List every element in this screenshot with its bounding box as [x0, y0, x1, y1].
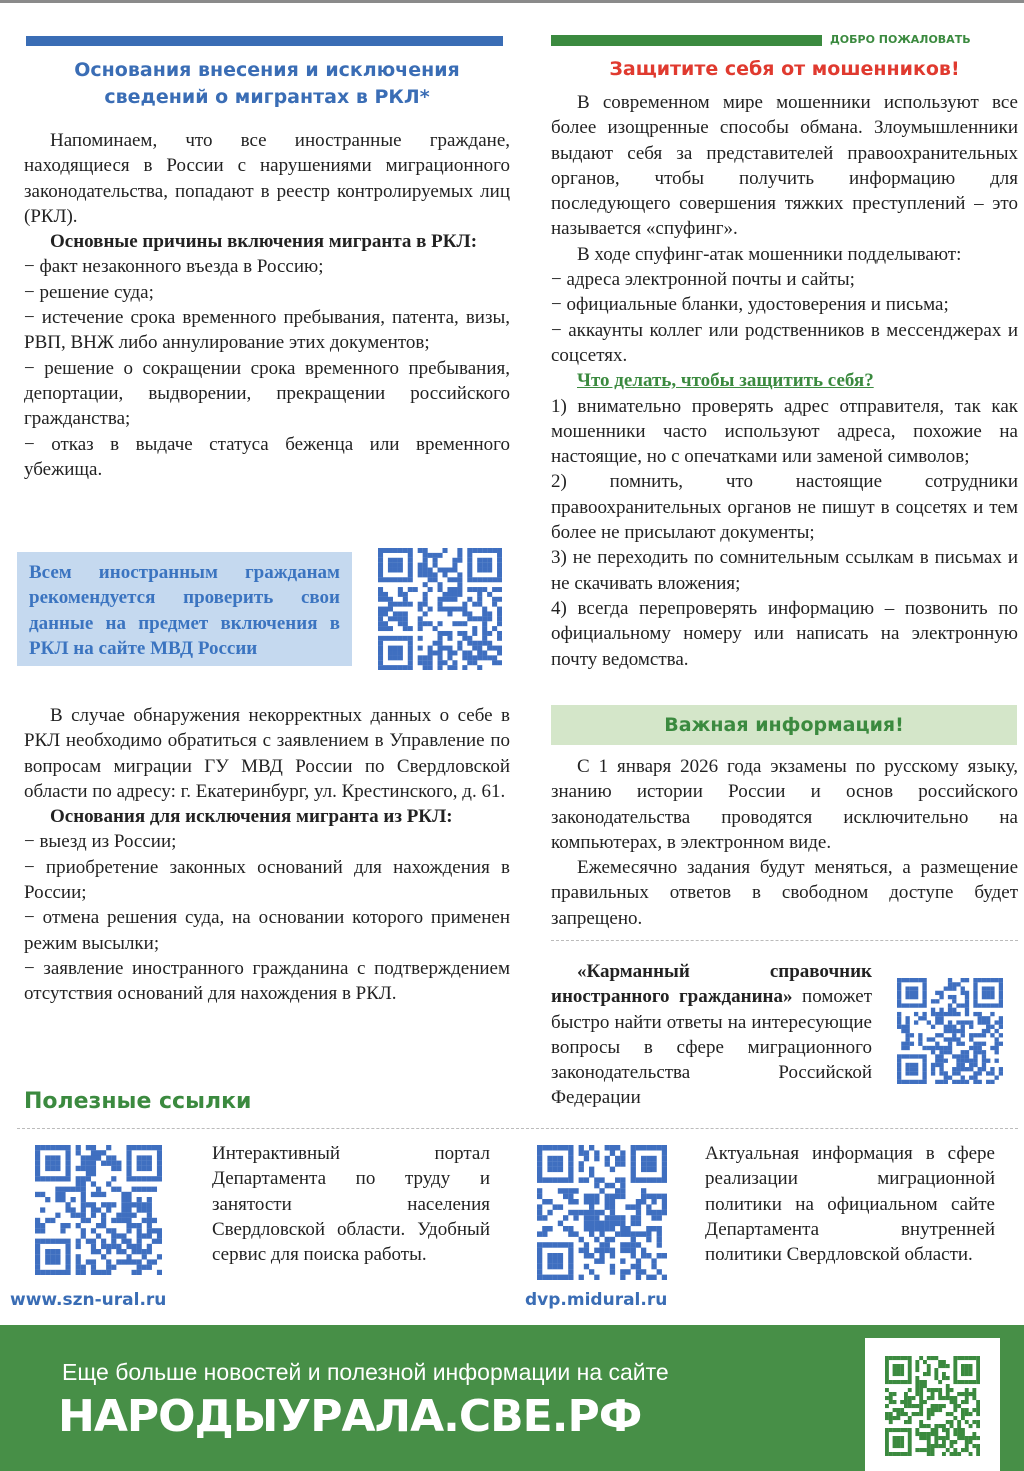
divider [551, 940, 1018, 941]
footer-text: Еще больше новостей и полезной информации на сайте [62, 1359, 669, 1385]
fraud-paragraph: В современном мире мошенники используют все более изощренные способы обмана. Злоумышленники выдают себя за представителей правоохранительных органов, чтобы получить информацию для последующего совершения тяжких преступлений – это называется «спуфинг». [551, 92, 1018, 240]
left-reasons-block [24, 128, 510, 482]
important-block [551, 754, 1018, 931]
fraud-title: Защитите себя от мошенников! [609, 58, 960, 80]
list-item: − адреса электронной почты и сайты; [551, 269, 855, 291]
link-description: Актуальная информация в сфере реализации миграционной политики на официальном сайте Департамента внутренней политики Свердловской области. [705, 1143, 995, 1266]
handbook-title: «Карманный справочник иностранного гражданина» [551, 961, 872, 1008]
list-item: 3) не переходить по сомнительным ссылкам в письмах и не скачивать вложения; [551, 547, 1018, 594]
list-item: 2) помнить, что настоящие сотрудники правоохранительных органов не пишут в соцсетях и тем более не присылают документы; [551, 471, 1018, 544]
list-item: 4) всегда перепроверять информацию – позвонить по официальному номеру или написать на электронную почту ведомства. [551, 597, 1018, 670]
spoof-intro: В ходе спуфинг-атак мошенники подделывают: [577, 243, 962, 265]
exclusion-heading: Основания для исключения мигранта из РКЛ: [50, 806, 453, 828]
list-item: − аккаунты коллег или родственников в мессенджерах и соцсетях. [551, 319, 1018, 366]
list-item: − отказ в выдаче статуса беженца или временного убежища. [24, 433, 510, 480]
useful-links-title: Полезные ссылки [24, 1089, 252, 1114]
handbook-text: поможет быстро найти ответы на интересующие вопросы в сфере миграционного законодательства Российской Федерации [551, 986, 872, 1109]
list-item: 1) внимательно проверять адрес отправителя, так как мошенники часто используют адреса, похожие на настоящие, но с опечатками или заменой символов; [551, 395, 1018, 468]
link-description: Интерактивный портал Департамента по труду и занятости населения Свердловской области. Удобный сервис для поиска работы. [212, 1143, 490, 1266]
qr-code-dvp[interactable] [537, 1145, 667, 1280]
list-item: − факт незаконного въезда в Россию; [24, 256, 324, 278]
footer [0, 1325, 1024, 1471]
exam-paragraph: С 1 января 2026 года экзамены по русскому языку, знанию истории России и основ российского законодательства проводятся исключительно на компьютерах, в электронном виде. [551, 756, 1018, 853]
important-banner: Важная информация! [551, 705, 1017, 745]
link-szn-ural[interactable]: www.szn-ural.ru [10, 1290, 167, 1310]
protect-heading: Что делать, чтобы защитить себя? [577, 370, 874, 392]
footer-site-link[interactable]: НАРОДЫУРАЛА.СВЕ.РФ [58, 1391, 642, 1442]
list-item: − приобретение законных оснований для нахождения в России; [24, 856, 510, 904]
welcome-label: ДОБРО ПОЖАЛОВАТЬ [830, 33, 971, 46]
footer-qr-frame [865, 1338, 1000, 1471]
callout-text: Всем иностранным гражданам рекомендуется проверить свои данные на предмет включения в РКЛ на сайте МВД России [29, 562, 340, 659]
qr-code-mvd[interactable] [378, 548, 502, 670]
list-item: − решение суда; [24, 281, 154, 303]
divider [17, 1128, 1018, 1129]
top-border [0, 0, 1024, 3]
qr-code-footer[interactable] [885, 1356, 980, 1456]
contact-paragraph: В случае обнаружения некорректных данных о себе в РКЛ необходимо обратиться с заявлением в Управление по вопросам миграции ГУ МВД России по Свердловской области по адресу: г. Екатеринбург, ул. Крестинского, д. 61. [24, 705, 510, 802]
list-item: − истечение срока временного пребывания, патента, визы, РВП, ВНЖ либо аннулирование этих документов; [24, 307, 510, 354]
left-contact-block [24, 703, 510, 1007]
left-title [24, 57, 510, 111]
fraud-block [551, 90, 1018, 672]
list-item: − официальные бланки, удостоверения и письма; [551, 294, 949, 316]
left-title-line1: Основания внесения и исключения [74, 59, 460, 81]
callout-box [17, 552, 352, 666]
list-item: − отмена решения суда, на основании которого применен режим высылки; [24, 907, 510, 954]
green-header-bar [551, 35, 822, 46]
link-dvp-midural[interactable]: dvp.midural.ru [525, 1290, 668, 1310]
handbook-block [551, 959, 872, 1111]
exam-paragraph-2: Ежемесячно задания будут меняться, а размещение правильных ответов в свободном доступе будет запрещено. [551, 857, 1018, 929]
reasons-heading: Основные причины включения мигранта в РКЛ: [50, 231, 478, 253]
left-title-line2: сведений о мигрантах в РКЛ* [104, 86, 430, 108]
intro-paragraph: Напоминаем, что все иностранные граждане, находящиеся в России с нарушениями миграционного законодательства, попадают в реестр контролируемых лиц (РКЛ). [24, 130, 510, 227]
qr-code-szn[interactable] [35, 1145, 162, 1275]
blue-header-bar [26, 36, 503, 46]
list-item: − выезд из России; [24, 831, 177, 853]
list-item: − решение о сокращении срока временного пребывания, депортации, выдворении, прекращении российского гражданства; [24, 357, 510, 430]
qr-code-handbook[interactable] [897, 978, 1003, 1084]
list-item: − заявление иностранного гражданина с подтверждением отсутствия оснований для нахождения в РКЛ. [24, 957, 510, 1005]
